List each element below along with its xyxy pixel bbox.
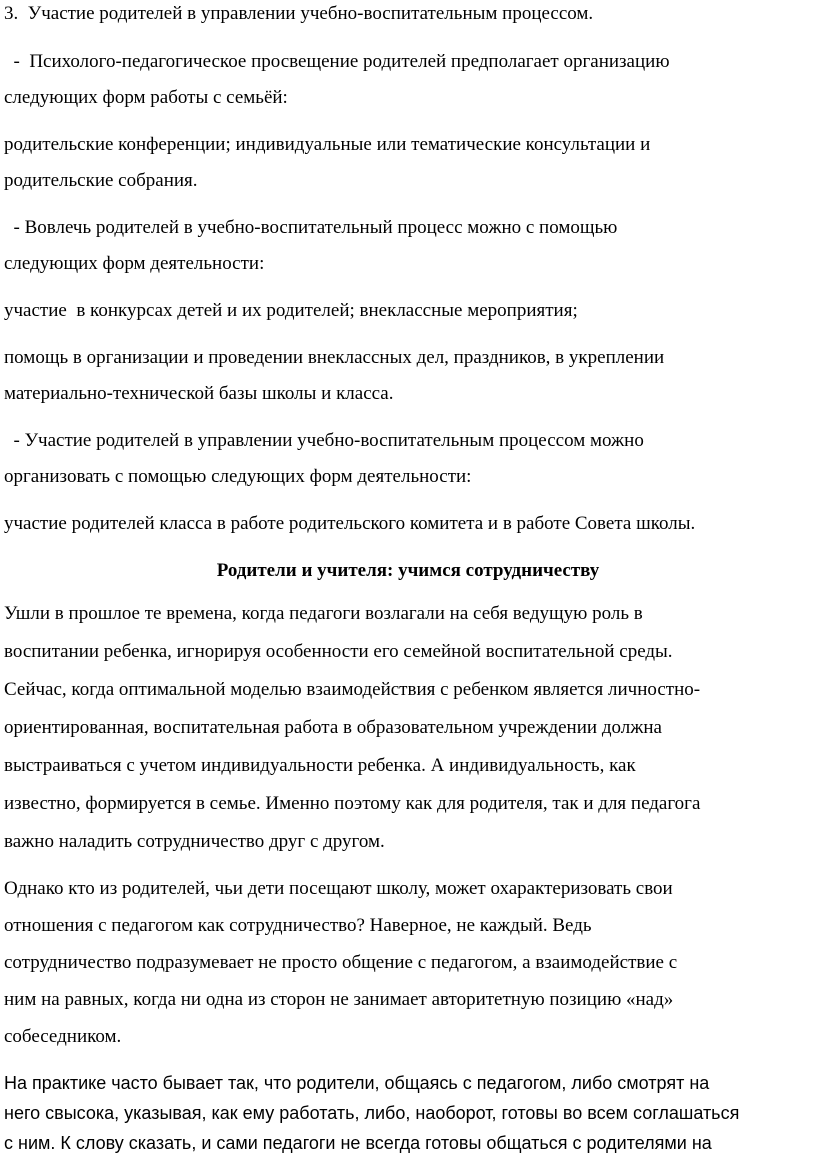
paragraph-line: Однако кто из родителей, чьи дети посещают школу, может охарактеризовать свои (4, 878, 673, 899)
paragraph-line: с ним. К слову сказать, и сами педагоги не всегда готовы общаться с родителями на (4, 1133, 712, 1153)
paragraph-line: - Вовлечь родителей в учебно-воспитательный процесс можно с помощью (4, 217, 618, 238)
paragraph-line: ориентированная, воспитательная работа в образовательном учреждении должна (4, 717, 662, 738)
paragraph-line: него свысока, указывая, как ему работать, либо, наоборот, готовы во всем соглашаться (4, 1103, 740, 1123)
paragraph-line: родительские собрания. (4, 170, 198, 191)
paragraph-line: материально-технической базы школы и класса. (4, 383, 394, 404)
list-item-3: 3. Участие родителей в управлении учебно-воспитательным процессом. (4, 3, 594, 24)
paragraph-line: организовать с помощью следующих форм деятельности: (4, 466, 472, 487)
paragraph-line: следующих форм деятельности: (4, 253, 265, 274)
paragraph-line: важно наладить сотрудничество друг с другом. (4, 831, 385, 852)
paragraph-line: Ушли в прошлое те времена, когда педагоги возлагали на себя ведущую роль в (4, 603, 643, 624)
section-heading: Родители и учителя: учимся сотрудничеству (216, 560, 600, 581)
paragraph-line: сотрудничество подразумевает не просто общение с педагогом, а взаимодействие с (4, 952, 678, 973)
paragraph-line: выстраиваться с учетом индивидуальности ребенка. А индивидуальность, как (4, 755, 636, 776)
paragraph-line: Сейчас, когда оптимальной моделью взаимодействия с ребенком является личностно- (4, 679, 701, 700)
paragraph-line: - Участие родителей в управлении учебно-воспитательным процессом можно (4, 430, 644, 451)
paragraph-line: помощь в организации и проведении внеклассных дел, праздников, в укреплении (4, 347, 665, 368)
paragraph-line: следующих форм работы с семьёй: (4, 87, 288, 108)
paragraph-line: участие в конкурсах детей и их родителей; внеклассные мероприятия; (4, 300, 578, 321)
paragraph-line: отношения с педагогом как сотрудничество? Наверное, не каждый. Ведь (4, 915, 592, 936)
paragraph-line: известно, формируется в семье. Именно поэтому как для родителя, так и для педагога (4, 793, 701, 814)
paragraph-line: ним на равных, когда ни одна из сторон не занимает авторитетную позицию «над» (4, 989, 674, 1010)
paragraph-line: участие родителей класса в работе родительского комитета и в работе Совета школы. (4, 513, 696, 534)
paragraph-line: родительские конференции; индивидуальные или тематические консультации и (4, 134, 651, 155)
paragraph-line: воспитании ребенка, игнорируя особенности его семейной воспитательной среды. (4, 641, 673, 662)
paragraph-line: - Психолого-педагогическое просвещение родителей предполагает организацию (4, 51, 670, 72)
paragraph-line: На практике часто бывает так, что родители, общаясь с педагогом, либо смотрят на (4, 1073, 710, 1093)
paragraph-line: собеседником. (4, 1026, 122, 1047)
